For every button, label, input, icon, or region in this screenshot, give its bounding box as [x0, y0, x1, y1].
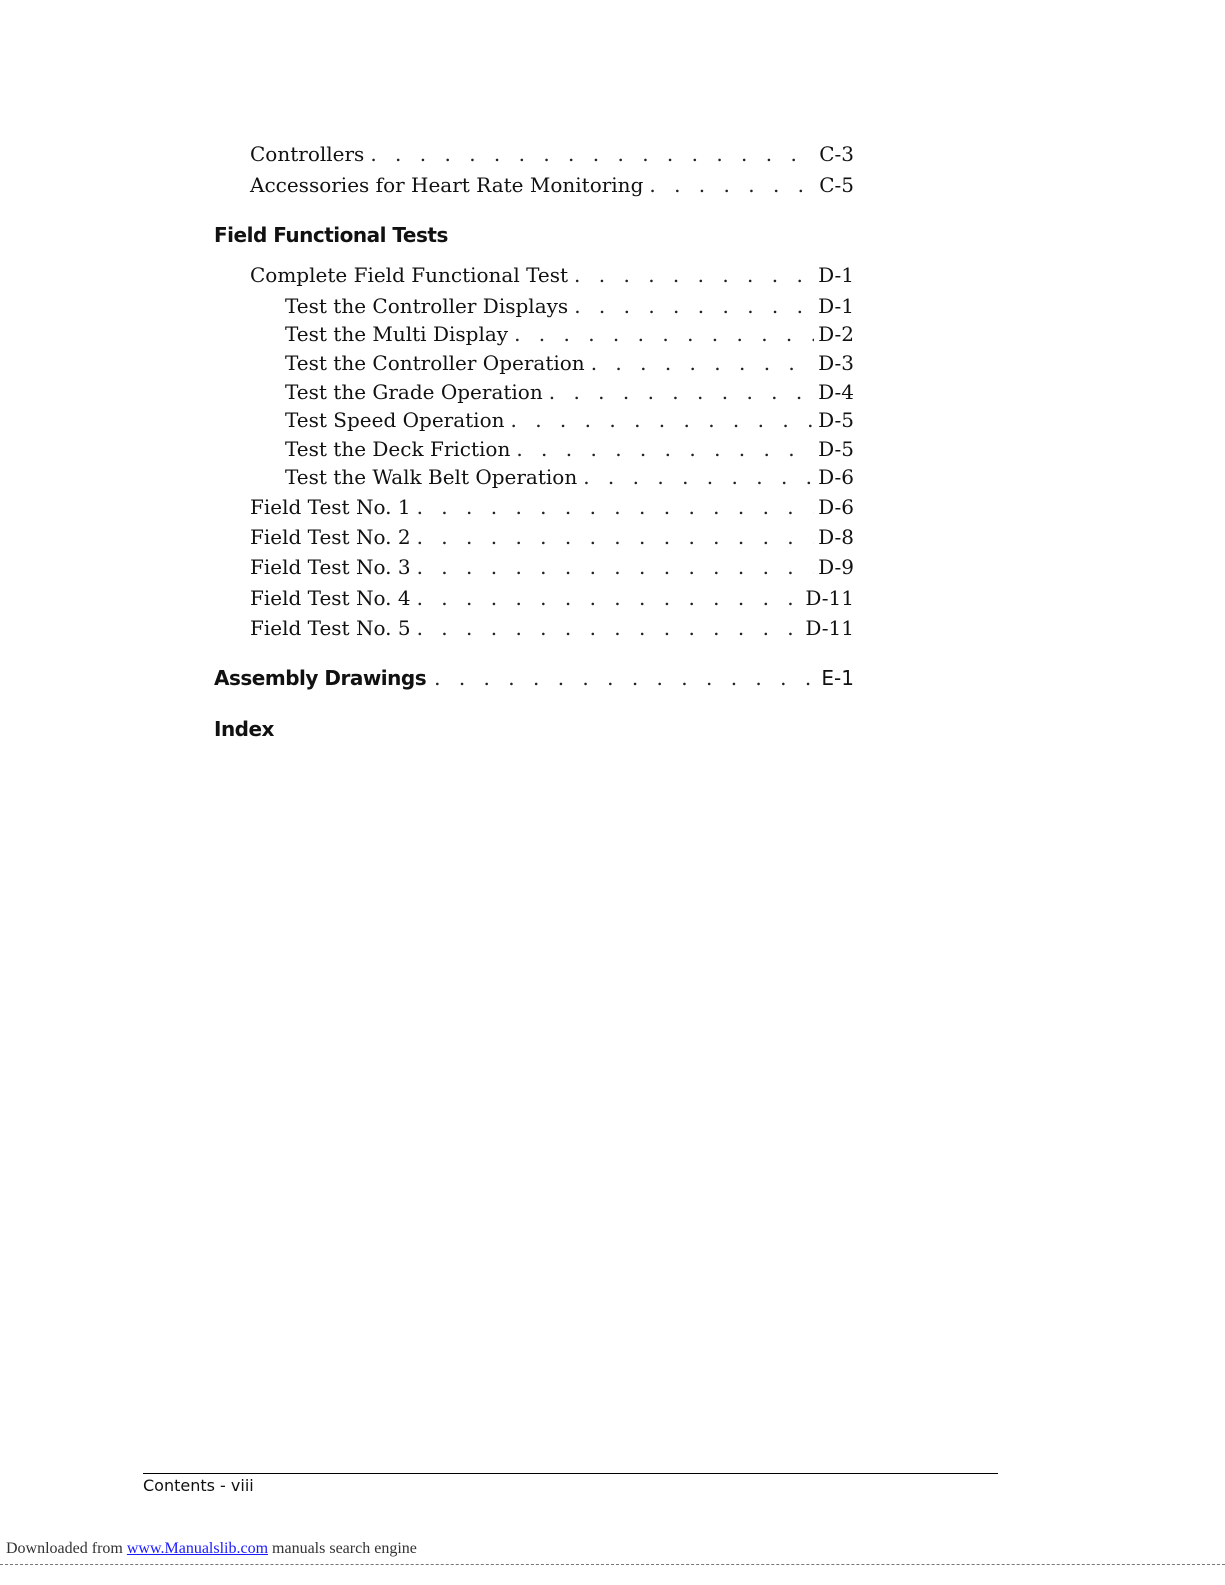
toc-entry-page: D-11	[805, 586, 854, 610]
toc-entry-title: Test the Deck Friction	[285, 437, 511, 461]
dot-leader	[574, 294, 814, 318]
toc-subentry[interactable]	[285, 351, 854, 375]
toc-entry-complete-field-test[interactable]	[250, 263, 854, 287]
toc-entry-page: D-6	[818, 495, 854, 519]
dot-leader	[516, 437, 814, 461]
dot-leader	[417, 525, 815, 549]
toc-entry-field-test[interactable]	[250, 495, 854, 519]
toc-entry-page: D-9	[818, 555, 854, 579]
footer-rule	[143, 1473, 998, 1474]
dot-leader	[417, 586, 802, 610]
toc-entry-field-test[interactable]	[250, 555, 854, 579]
toc-entry-title: Test the Multi Display	[285, 322, 509, 346]
toc-subentry[interactable]	[285, 408, 854, 432]
toc-entry-field-test[interactable]	[250, 586, 854, 610]
toc-entry-page: D-5	[818, 408, 854, 432]
toc-entry-title: Accessories for Heart Rate Monitoring	[250, 173, 644, 197]
toc-entry-page: D-6	[818, 465, 854, 489]
toc-entry-title: Field Test No. 3	[250, 555, 411, 579]
dot-leader	[514, 322, 814, 346]
toc-entry-title: Field Test No. 1	[250, 495, 411, 519]
toc-entry-index[interactable]: Index	[214, 717, 274, 741]
dot-leader	[511, 408, 815, 432]
toc-entry-title: Controllers	[250, 142, 365, 166]
toc-entry-page: D-4	[818, 380, 854, 404]
toc-entry-title: Test the Grade Operation	[285, 380, 543, 404]
download-prefix: Downloaded from	[6, 1540, 127, 1557]
toc-entry-field-test[interactable]	[250, 616, 854, 640]
toc-entry-title: Test the Controller Displays	[285, 294, 569, 318]
dot-leader	[417, 495, 815, 519]
dot-leader	[417, 555, 815, 579]
toc-entry-page: D-5	[818, 437, 854, 461]
toc-entry-page: E-1	[821, 666, 854, 690]
toc-entry-title: Field Test No. 2	[250, 525, 411, 549]
download-suffix: manuals search engine	[268, 1540, 417, 1557]
toc-entry-assembly-drawings[interactable]	[214, 666, 854, 690]
toc-subentry[interactable]	[285, 380, 854, 404]
toc-subentry[interactable]	[285, 465, 854, 489]
dot-leader	[649, 173, 815, 197]
dot-leader	[574, 263, 814, 287]
dot-leader	[434, 666, 817, 690]
toc-entry-page: D-2	[818, 322, 854, 346]
toc-subentry[interactable]	[285, 437, 854, 461]
toc-entry-page: D-11	[805, 616, 854, 640]
toc-entry-title: Test Speed Operation	[285, 408, 505, 432]
toc-entry-accessories[interactable]	[250, 173, 854, 197]
dot-leader	[591, 351, 814, 375]
toc-entry-page: D-3	[818, 351, 854, 375]
section-title: Assembly Drawings	[214, 666, 427, 690]
download-banner	[6, 1540, 417, 1558]
dot-leader	[583, 465, 814, 489]
dot-leader	[417, 616, 802, 640]
toc-entry-field-test[interactable]	[250, 525, 854, 549]
page-footer-label: Contents - viii	[143, 1476, 254, 1495]
toc-entry-title: Test the Controller Operation	[285, 351, 585, 375]
toc-entry-page: D-1	[818, 294, 854, 318]
toc-entry-page: C-5	[819, 173, 854, 197]
dot-leader	[370, 142, 815, 166]
toc-subentry[interactable]	[285, 322, 854, 346]
bottom-divider	[0, 1564, 1225, 1569]
toc-entry-title: Field Test No. 5	[250, 616, 411, 640]
toc-entry-page: C-3	[819, 142, 854, 166]
toc-subentry[interactable]	[285, 294, 854, 318]
toc-entry-page: D-1	[818, 263, 854, 287]
toc-entry-controllers[interactable]	[250, 142, 854, 166]
toc-entry-page: D-8	[818, 525, 854, 549]
toc-entry-title: Field Test No. 4	[250, 586, 411, 610]
toc-entry-title: Complete Field Functional Test	[250, 263, 569, 287]
dot-leader	[549, 380, 814, 404]
toc-entry-title: Test the Walk Belt Operation	[285, 465, 578, 489]
section-heading-field-functional-tests: Field Functional Tests	[214, 223, 448, 247]
manualslib-link[interactable]: www.Manualslib.com	[126, 1540, 269, 1557]
